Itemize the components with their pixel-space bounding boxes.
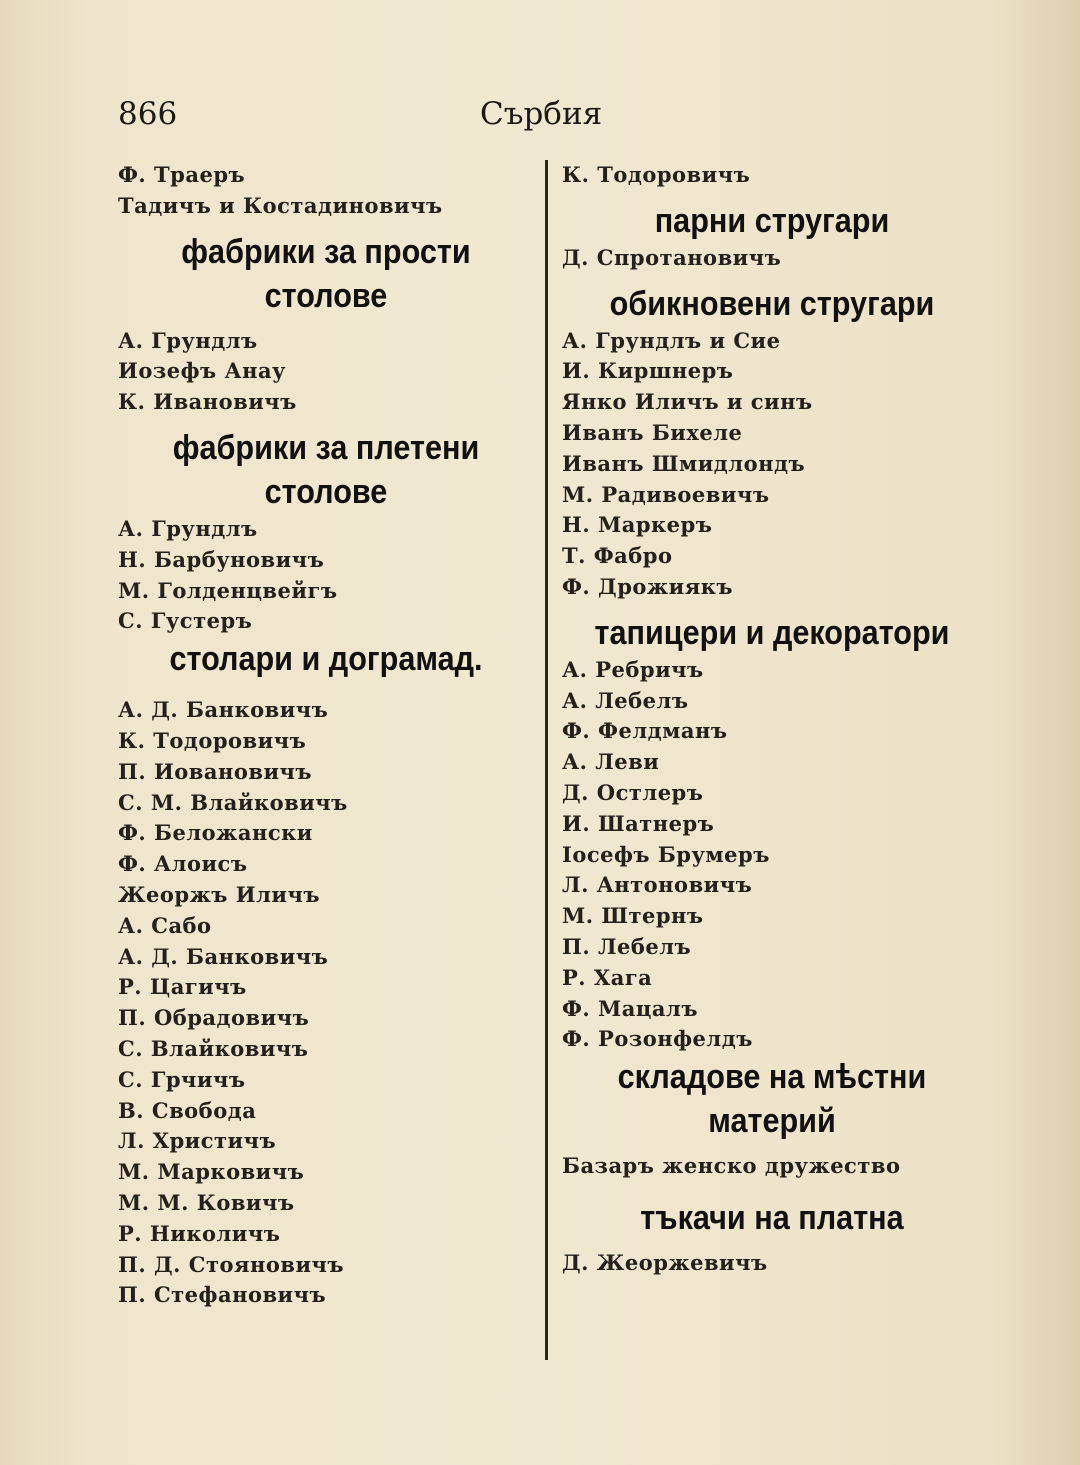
- section-heading: тъкачи на платна: [640, 1198, 904, 1237]
- list-item: Иванъ Бихеле: [562, 419, 743, 445]
- list-item: П. Д. Стояновичъ: [118, 1251, 345, 1277]
- section-ordinary-turners: [562, 282, 982, 603]
- list-item: Ф. Траеръ: [118, 162, 246, 187]
- list-item: Ф. Дрожиякъ: [562, 573, 733, 599]
- list-item: Л. Христичъ: [118, 1128, 277, 1154]
- section-heading: фабрики за прости: [181, 232, 471, 271]
- left-top-entries: [118, 160, 534, 222]
- list-item: П. Лебелъ: [562, 933, 692, 959]
- list-item: Ф. Розонфелдъ: [562, 1026, 753, 1052]
- list-item: С. Густеръ: [118, 608, 253, 634]
- list-item: Янко Иличъ и синъ: [562, 389, 813, 415]
- list-item: Р. Хага: [562, 964, 653, 990]
- section-heading: столове: [264, 276, 388, 315]
- page-header: [118, 96, 602, 140]
- section-heading: обикновени стругари: [609, 284, 935, 323]
- list-item: Тадичъ и Костадиновичъ: [118, 192, 443, 218]
- list-item: Иванъ Шмидлондъ: [562, 450, 806, 476]
- list-item: А. Д. Банковичъ: [118, 697, 329, 723]
- column-divider: [545, 160, 548, 1360]
- list-item: С. М. Влайковичъ: [118, 789, 348, 815]
- section-simple-chairs: [118, 230, 534, 418]
- list-item: А. Грундлъ и Сие: [562, 327, 781, 353]
- list-item: Л. Антоновичъ: [562, 872, 753, 898]
- list-item: М. Голденцвейгъ: [118, 577, 338, 603]
- section-steam-turners: [562, 199, 982, 274]
- list-item: А. Грундлъ: [118, 327, 258, 353]
- list-item: Базаръ женско дружество: [562, 1153, 901, 1179]
- list-item: М. М. Ковичъ: [118, 1189, 295, 1215]
- list-item: М. Радивоевичъ: [562, 481, 770, 507]
- list-item: К. Тодоровичъ: [118, 727, 307, 753]
- list-item: Т. Фабро: [562, 543, 673, 569]
- list-item: А. Д. Банковичъ: [118, 943, 329, 969]
- page-number: 866: [118, 96, 178, 132]
- list-item: Н. Маркеръ: [562, 512, 713, 538]
- list-item: Іосефъ Брумеръ: [562, 841, 770, 867]
- list-item: В. Свобода: [118, 1097, 257, 1123]
- running-title: Сърбия: [480, 96, 603, 132]
- list-item: М. Штернъ: [562, 903, 704, 929]
- list-item: П. Иовановичъ: [118, 758, 313, 784]
- list-item: П. Обрадовичъ: [118, 1005, 310, 1031]
- list-item: А. Леви: [562, 749, 660, 775]
- left-column: [118, 160, 534, 1311]
- list-item: И. Киршнеръ: [562, 358, 734, 384]
- list-item: Ф. Алоисъ: [118, 851, 248, 877]
- list-item: К. Тодоровичъ: [562, 162, 751, 187]
- list-item: Д. Остлеръ: [562, 779, 704, 805]
- section-woven-chairs: [118, 426, 534, 637]
- section-carpenters: [118, 637, 534, 1311]
- section-local-materials: [562, 1055, 982, 1182]
- section-heading: парни стругари: [654, 201, 890, 240]
- section-heading: столове: [264, 472, 388, 511]
- section-upholsterers: [562, 611, 982, 1055]
- right-column: [562, 160, 982, 1279]
- section-weavers: [562, 1196, 982, 1279]
- list-item: М. Марковичъ: [118, 1159, 305, 1185]
- list-item: А. Сабо: [118, 912, 212, 938]
- list-item: С. Грчичъ: [118, 1066, 246, 1092]
- list-item: Ф. Фелдманъ: [562, 718, 728, 744]
- section-heading: столари и дограмад.: [169, 640, 483, 679]
- section-heading: складове на мѣстни: [617, 1058, 927, 1097]
- list-item: Н. Барбуновичъ: [118, 546, 325, 572]
- list-item: Д. Спротановичъ: [562, 244, 782, 270]
- list-item: Д. Жеоржевичъ: [562, 1249, 768, 1275]
- list-item: А. Ребричъ: [562, 656, 704, 682]
- list-item: Ф. Мацалъ: [562, 995, 698, 1021]
- list-item: А. Лебелъ: [562, 687, 689, 713]
- right-top-entries: [562, 160, 982, 191]
- section-heading: фабрики за плетени: [172, 428, 480, 467]
- list-item: Ф. Беложански: [118, 820, 313, 846]
- list-item: Жеоржъ Иличъ: [118, 881, 320, 907]
- section-heading: тапицери и декоратори: [594, 613, 950, 652]
- list-item: Р. Николичъ: [118, 1220, 281, 1246]
- list-item: Иозефъ Анау: [118, 358, 286, 384]
- list-item: К. Ивановичъ: [118, 389, 297, 415]
- section-heading: материй: [708, 1102, 836, 1141]
- list-item: Р. Цагичъ: [118, 974, 247, 1000]
- list-item: С. Влайковичъ: [118, 1035, 309, 1061]
- list-item: А. Грундлъ: [118, 515, 258, 541]
- list-item: П. Стефановичъ: [118, 1282, 327, 1308]
- list-item: И. Шатнеръ: [562, 810, 715, 836]
